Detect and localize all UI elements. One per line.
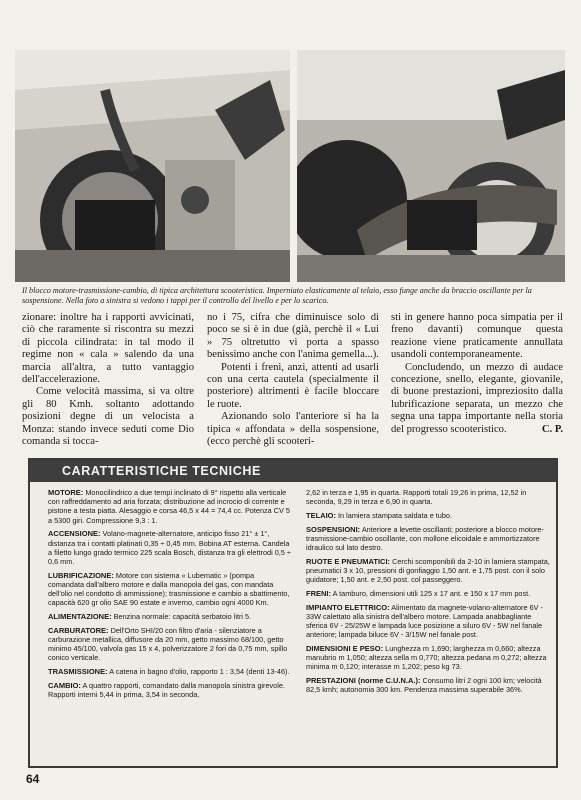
spec-item-lubrificazione	[48, 571, 292, 608]
spec-label: IMPIANTO ELETTRICO:	[306, 602, 390, 612]
spec-item-alimentazione	[48, 612, 292, 621]
paragraph: no i 75, cifra che diminuisce solo di poco se si è in due (già, perchè il « Lui » 75 oltretutto vi porta a spasso benissimo anche con l'anima gemella...).	[207, 312, 379, 361]
paragraph-text: Concludendo, un mezzo di audace concezione, snello, elegante, giovanile, di buone prestazioni, impreziosito dalla lubrificazione separata, un mezzo che segna una tappa importante nella storia del progresso scooteristico.	[391, 361, 563, 435]
page-number: 64	[26, 772, 40, 786]
paragraph: Come velocità massima, si va oltre gli 80 Kmh. soltanto adottando posizioni degne di un velocista a Monza: stando invece seduti come Dio comanda si tocca-	[22, 386, 194, 448]
spec-item-prestazioni	[306, 676, 550, 694]
article-body	[22, 312, 562, 452]
spec-label: SOSPENSIONI:	[306, 524, 361, 534]
spec-text: Monocilindrico a due tempi inclinato di 9° rispetto alla verticale con raffreddamento ad aria forzata; distribuzione ad incrocio di corrente e pistone a testa piatta. Alesaggio e corsa 46,5 x 44 = 74,4 cc. Potenza CV 5 a 5300 giri. Compressione 9,3 : 1.	[48, 488, 290, 525]
spec-text: Anteriore a levette oscillanti; posteriore a blocco motore-trasmissione-cambio oscillante, con mollone elicoidale e ammortizzatore idraulico sul lato destro.	[306, 524, 544, 553]
spec-label: LUBRIFICAZIONE:	[48, 570, 114, 580]
spec-item-sospensioni	[306, 525, 550, 553]
article-column-3	[391, 312, 563, 436]
spec-text: Lunghezza m 1,690; larghezza m 0,660; altezza manubrio m 1,050; altezza sella m 0,770; altezza pedana m 0,272; altezza minima m 0,120; interasse m 1,202; peso kg 73.	[306, 643, 547, 672]
spec-text: Alimentato da magnete-volano-alternatore 6V - 33W calettato alla sinistra dell'albero motore. Lampada anabbagliante sferica 6V - 25/25W e lampada luce posizione a siluro 6V - 5W nel fanale anteriore; lampada biluce 6V - 3/15W nel fanale post.	[306, 602, 543, 640]
article-column-2	[207, 312, 379, 448]
spec-label: CARBURATORE:	[48, 625, 109, 635]
spec-label: PRESTAZIONI (norme C.U.N.A.):	[306, 675, 421, 685]
article-column-1	[22, 312, 194, 448]
spec-label: MOTORE:	[48, 488, 84, 497]
spec-label: TELAIO:	[306, 510, 336, 520]
spec-text: Motore con sistema « Lubematic » (pompa comandata dall'albero motore e dalla manopola del gas, con mandata dell'olio nel condotto di ammissione); trasmissione e cambio a sbattimento, capacità 620 gr olio SAE 90 estate e inverno, cambio ogni 4000 Km.	[48, 570, 290, 608]
spec-text: In lamiera stampata saldata e tubo.	[338, 510, 453, 520]
paragraph	[391, 362, 563, 436]
spec-text: A catena in bagno d'olio, rapporto 1 : 3,54 (denti 13-46).	[109, 666, 290, 676]
spec-label: RUOTE E PNEUMATICI:	[306, 556, 391, 566]
specs-column-left	[48, 488, 292, 704]
spec-label: ACCENSIONE:	[48, 529, 101, 539]
specs-column-right	[306, 488, 550, 699]
spec-item-motore	[48, 488, 292, 525]
author-signature: C. P.	[541, 423, 563, 435]
spec-text: A quattro rapporti, comandato dalla manopola sinistra girevole. Rapporti interni 5,44 in prima, 3,54 in seconda,	[48, 680, 285, 699]
spec-label: TRASMISSIONE:	[48, 666, 108, 676]
spec-label: DIMENSIONI E PESO:	[306, 643, 384, 653]
spec-item-cambio-continued	[306, 488, 550, 506]
spec-label: FRENI:	[306, 588, 331, 598]
spec-item-freni	[306, 589, 550, 598]
spec-item-ruote-pneumatici	[306, 557, 550, 585]
spec-text: Cerchi scomponibili da 2-10 in lamiera stampata, pneumatici 3 x 10, pressioni di gonfiaggio 1,50 ant. e 1,75 post. con il solo guidatore; 1,50 ant. e 2,50 post. col passeggero.	[306, 556, 550, 585]
paragraph: Potenti i freni, anzi, attenti ad usarli con una certa cautela (specialmente il posteriore) altrimenti è facile bloccare le ruote.	[207, 361, 379, 410]
photo-strip	[15, 50, 565, 282]
technical-specs-box	[28, 458, 558, 768]
spec-text: Dell'Orto SHI/20 con filtro d'aria - silenziatore a carburazione metallica, diffusore da 20 mm, getto massimo 68/100, getto minimo 45/100, valvola gas 15 x 4, polverizzatore 2 fori da 0,75 mm, spillo conico verticale.	[48, 625, 288, 663]
spec-item-carburatore	[48, 626, 292, 663]
spec-item-telaio	[306, 511, 550, 520]
spec-text: A tamburo, dimensioni utili 125 x 17 ant. e 150 x 17 mm post.	[332, 588, 531, 598]
paragraph: sti in genere hanno poca simpatia per il freno davanti) comunque questa reazione viene praticamente annullata usandoli contemporaneamente.	[391, 312, 563, 361]
spec-item-dimensioni-peso	[306, 644, 550, 672]
spec-text: Benzina normale: capacità serbatoio litri 5.	[113, 611, 252, 621]
specs-title: CARATTERISTICHE TECNICHE	[62, 464, 261, 478]
spec-item-trasmissione	[48, 667, 292, 676]
specs-header-band	[30, 460, 556, 482]
paragraph: zionare: inoltre ha i rapporti avvicinati, ciò che raramente si riscontra su mezzi di piccola cilindrata: in tal modo il regime non « cala » salendo da una marcia all'altra, a tutto vantaggio dell'accelerazione.	[22, 312, 194, 386]
engine-photo-left	[15, 50, 290, 282]
spec-label: CAMBIO:	[48, 680, 81, 690]
engine-photo-right	[297, 50, 565, 282]
spec-label: ALIMENTAZIONE:	[48, 611, 112, 621]
photo-caption: Il blocco motore-trasmissione-cambio, di tipica architettura scooteristica. Imperniato elasticamente al telaio, esso funge anche da braccio oscillante per la sospensione. Nella foto a sinistra si vedono i tappi per il controllo del livello e per lo scarico.	[22, 286, 532, 305]
spec-item-impianto-elettrico	[306, 603, 550, 640]
spec-text: Volano-magnete-alternatore, anticipo fisso 21° ± 1°, distanza tra i contatti platinati 0,35 ÷ 0,45 mm. Bobina AT esterna. Candela a filetto lungo grado termico 225 scala Bosch, distanza tra gli elettrodi 0,5 ÷ 0,6 mm.	[48, 529, 291, 566]
spec-text: Consumo litri 2 ogni 100 km; velocità 82,5 kmh; autonomia 300 km. Pendenza massima superabile 36%.	[306, 675, 542, 695]
spec-text: 2,62 in terza e 1,95 in quarta. Rapporti totali 19,26 in prima, 12,52 in seconda, 9,29 in terza e 6,90 in quarta.	[306, 488, 527, 507]
spec-item-cambio	[48, 681, 292, 699]
paragraph: Azionando solo l'anteriore si ha la tipica « affondata » della sospensione, (ecco perchè gli scooteri-	[207, 411, 379, 448]
spec-item-accensione	[48, 529, 292, 566]
